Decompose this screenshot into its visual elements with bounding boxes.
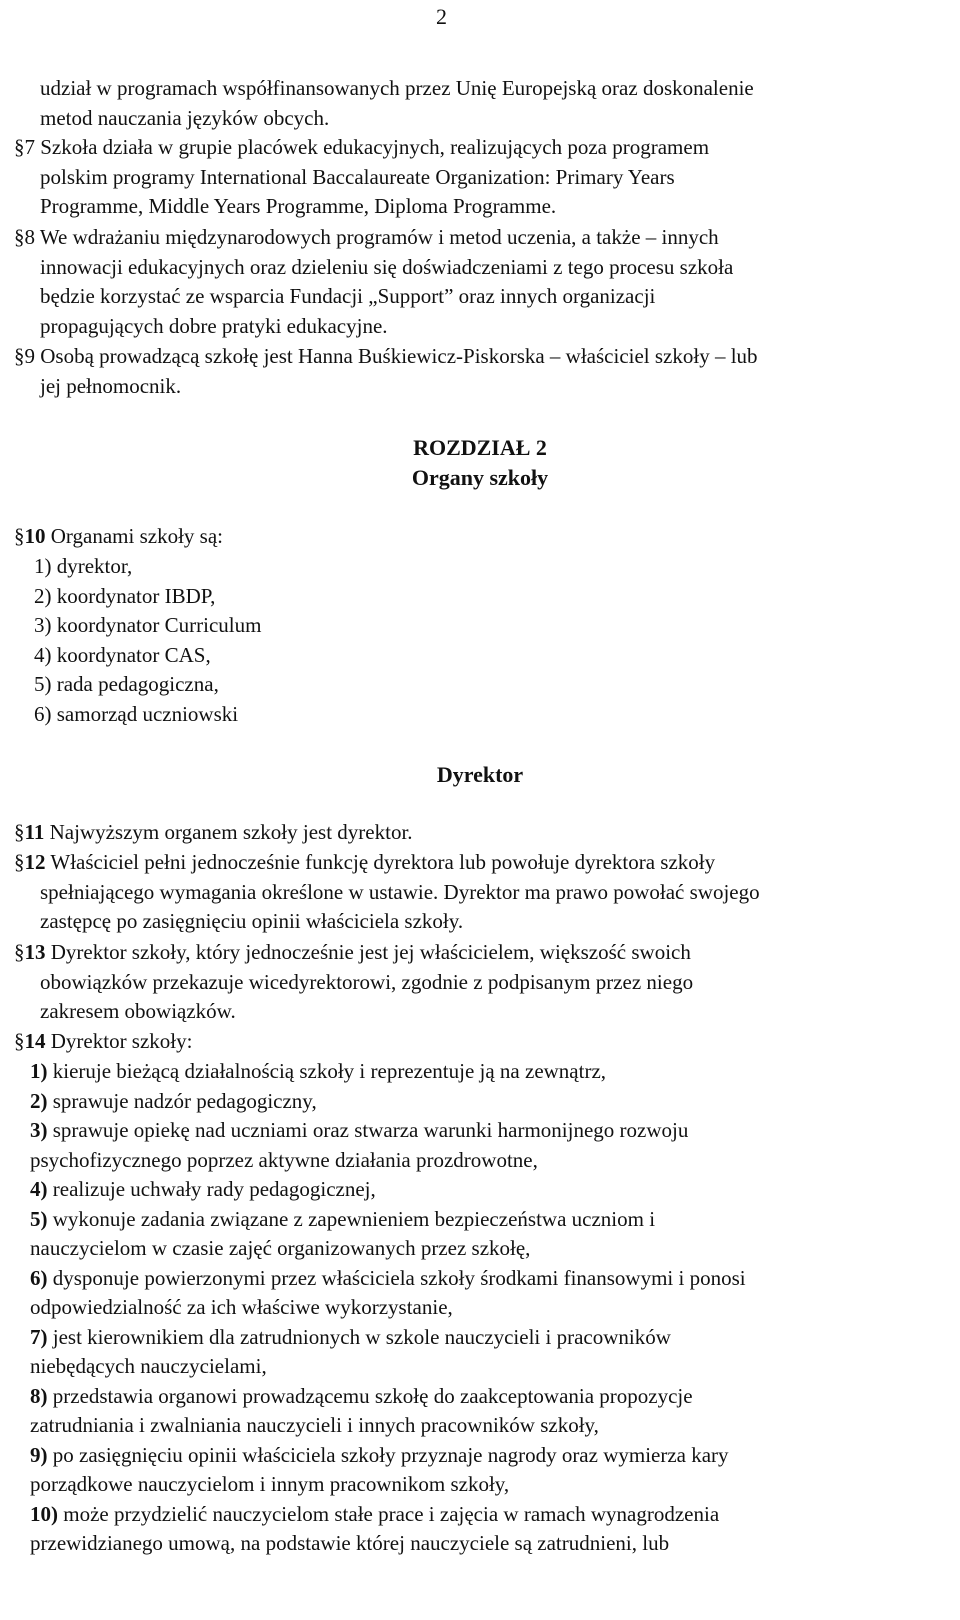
duty-line	[30, 1529, 930, 1559]
duty-text: nauczycielom w czasie zajęć organizowanych przez szkołę,	[30, 1236, 531, 1260]
paragraph-8-line: innowacji edukacyjnych oraz dzieleniu się doświadczeniami z tego procesu szkoła	[40, 254, 734, 279]
duty-line	[30, 1175, 930, 1205]
paragraph-7-line: Programme, Middle Years Programme, Diploma Programme.	[40, 194, 557, 218]
duty-text: psychofizycznego poprzez aktywne działania prozdrowotne,	[30, 1147, 538, 1172]
duty-number: 6)	[30, 1265, 48, 1290]
duty-text: może przydzielić nauczycielom stałe prace i zajęcia w ramach wynagrodzenia	[63, 1501, 720, 1526]
chapter-subtitle: Organy szkoły	[411, 465, 549, 490]
duty-line	[30, 1500, 930, 1530]
list-item: 2) koordynator IBDP,	[34, 583, 216, 608]
paragraph-12-line: Właściciel pełni jednocześnie funkcję dyrektora lub powołuje dyrektora szkoły	[50, 850, 716, 874]
paragraph-11-text: Najwyższym organem szkoły jest dyrektor.	[49, 820, 413, 844]
duty-number: 2)	[30, 1088, 48, 1113]
section-mark: §	[14, 940, 25, 964]
section-heading-director: Dyrektor	[436, 762, 524, 787]
duty-line	[30, 1411, 930, 1441]
duty-line	[30, 1293, 930, 1323]
paragraph-8-line: propagujących dobre pratyki edukacyjne.	[40, 313, 388, 338]
duty-line	[30, 1146, 930, 1176]
paragraph-12	[14, 848, 924, 937]
duty-number: 8)	[30, 1383, 48, 1408]
paragraph-13	[14, 938, 924, 1027]
intro-line: udział w programach współfinansowanych przez Unię Europejską oraz doskonalenie	[40, 76, 754, 100]
section-number: 14	[24, 1029, 46, 1053]
section-mark: §9	[14, 344, 35, 368]
section-mark: §	[14, 524, 25, 548]
paragraph-13-line: obowiązków przekazuje wicedyrektorowi, zgodnie z podpisanym przez niego	[40, 969, 694, 994]
duty-text: sprawuje opiekę nad uczniami oraz stwarza warunki harmonijnego rozwoju	[52, 1118, 689, 1142]
duty-text: przedstawia organowi prowadzącemu szkołę do zaakceptowania propozycje	[52, 1383, 693, 1408]
duty-text: dysponuje powierzonymi przez właściciela szkoły środkami finansowymi i ponosi	[52, 1265, 746, 1290]
paragraph-13-line: zakresem obowiązków.	[40, 999, 236, 1023]
section-number: 10	[24, 524, 46, 548]
paragraph-12-line: zastępcę po zasięgnięciu opinii właściciela szkoły.	[40, 909, 464, 933]
duty-number: 1)	[30, 1059, 48, 1083]
duty-line	[30, 1352, 930, 1382]
paragraph-8-line: We wdrażaniu międzynarodowych programów i metod uczenia, a także – innych	[39, 225, 719, 249]
duty-number: 5)	[30, 1206, 48, 1231]
duty-number: 3)	[30, 1118, 48, 1142]
list-item: 4) koordynator CAS,	[34, 642, 211, 667]
paragraph-12-line: spełniającego wymagania określone w ustawie. Dyrektor ma prawo powołać swojego	[40, 879, 760, 904]
duty-number: 10)	[30, 1501, 58, 1526]
duty-line	[30, 1264, 930, 1294]
paragraph-8-line: będzie korzystać ze wsparcia Fundacji „Support” oraz innych organizacji	[40, 284, 656, 308]
intro-paragraph	[14, 74, 940, 133]
paragraph-9-line: Osobą prowadzącą szkołę jest Hanna Buśkiewicz-Piskorska – właściciel szkoły – lub	[40, 344, 758, 368]
paragraph-9-line: jej pełnomocnik.	[40, 373, 182, 398]
duty-text: niebędących nauczycielami,	[30, 1354, 267, 1378]
duty-line	[30, 1116, 930, 1146]
duty-line	[30, 1382, 930, 1412]
section-mark: §7	[14, 135, 35, 159]
duty-text: zatrudniania i zwalniania nauczycieli i innych pracowników szkoły,	[30, 1413, 599, 1437]
section-mark: §	[14, 850, 25, 874]
paragraph-7	[14, 133, 924, 222]
chapter-title: ROZDZIAŁ 2	[413, 435, 547, 460]
duty-line	[30, 1441, 930, 1471]
organs-list	[34, 552, 914, 729]
duty-line	[30, 1234, 930, 1264]
list-item: 6) samorząd uczniowski	[34, 701, 239, 726]
duty-number: 9)	[30, 1442, 48, 1467]
duty-text: odpowiedzialność za ich właściwe wykorzystanie,	[30, 1295, 453, 1319]
duty-text: po zasięgnięciu opinii właściciela szkoły przyznaje nagrody oraz wymierza kary	[52, 1442, 729, 1467]
duty-text: wykonuje zadania związane z zapewnieniem bezpieczeństwa uczniom i	[52, 1206, 656, 1231]
section-mark: §	[14, 820, 25, 844]
section-mark: §	[14, 1029, 25, 1053]
duty-number: 4)	[30, 1177, 48, 1201]
section-mark: §8	[14, 225, 35, 249]
paragraph-14-intro: Dyrektor szkoły:	[50, 1029, 193, 1053]
section-number: 12	[24, 850, 46, 874]
section-number: 13	[24, 940, 46, 964]
paragraph-10	[14, 522, 924, 552]
duty-line	[30, 1323, 930, 1353]
paragraph-8	[14, 223, 924, 341]
duty-text: porządkowe nauczycielom i innym pracownikom szkoły,	[30, 1472, 510, 1496]
list-item: 5) rada pedagogiczna,	[34, 672, 219, 696]
page-number: 2	[436, 4, 447, 29]
duty-text: realizuje uchwały rady pedagogicznej,	[52, 1177, 376, 1201]
section-number: 11	[24, 820, 45, 844]
paragraph-7-line: polskim programy International Baccalaureate Organization: Primary Years	[40, 164, 675, 189]
duty-line	[30, 1087, 930, 1117]
paragraph-14	[14, 1027, 924, 1057]
paragraph-13-line: Dyrektor szkoły, który jednocześnie jest jej właścicielem, większość swoich	[50, 940, 691, 964]
duty-text: kieruje bieżącą działalnością szkoły i reprezentuje ją na zewnątrz,	[52, 1059, 607, 1083]
duty-line	[30, 1205, 930, 1235]
paragraph-9	[14, 342, 924, 401]
duty-number: 7)	[30, 1324, 48, 1349]
director-duties-list	[30, 1057, 930, 1559]
duty-text: przewidzianego umową, na podstawie której nauczyciele są zatrudnieni, lub	[30, 1531, 670, 1555]
paragraph-10-intro: Organami szkoły są:	[50, 524, 223, 548]
duty-text: sprawuje nadzór pedagogiczny,	[52, 1088, 317, 1113]
paragraph-7-line: Szkoła działa w grupie placówek edukacyjnych, realizujących poza programem	[40, 135, 710, 159]
duty-text: jest kierownikiem dla zatrudnionych w szkole nauczycieli i pracowników	[52, 1324, 671, 1349]
list-item: 1) dyrektor,	[34, 554, 133, 578]
duty-line	[30, 1470, 930, 1500]
list-item: 3) koordynator Curriculum	[34, 613, 262, 637]
duty-line	[30, 1057, 930, 1087]
intro-line: metod nauczania języków obcych.	[40, 105, 330, 130]
paragraph-11	[14, 818, 924, 848]
